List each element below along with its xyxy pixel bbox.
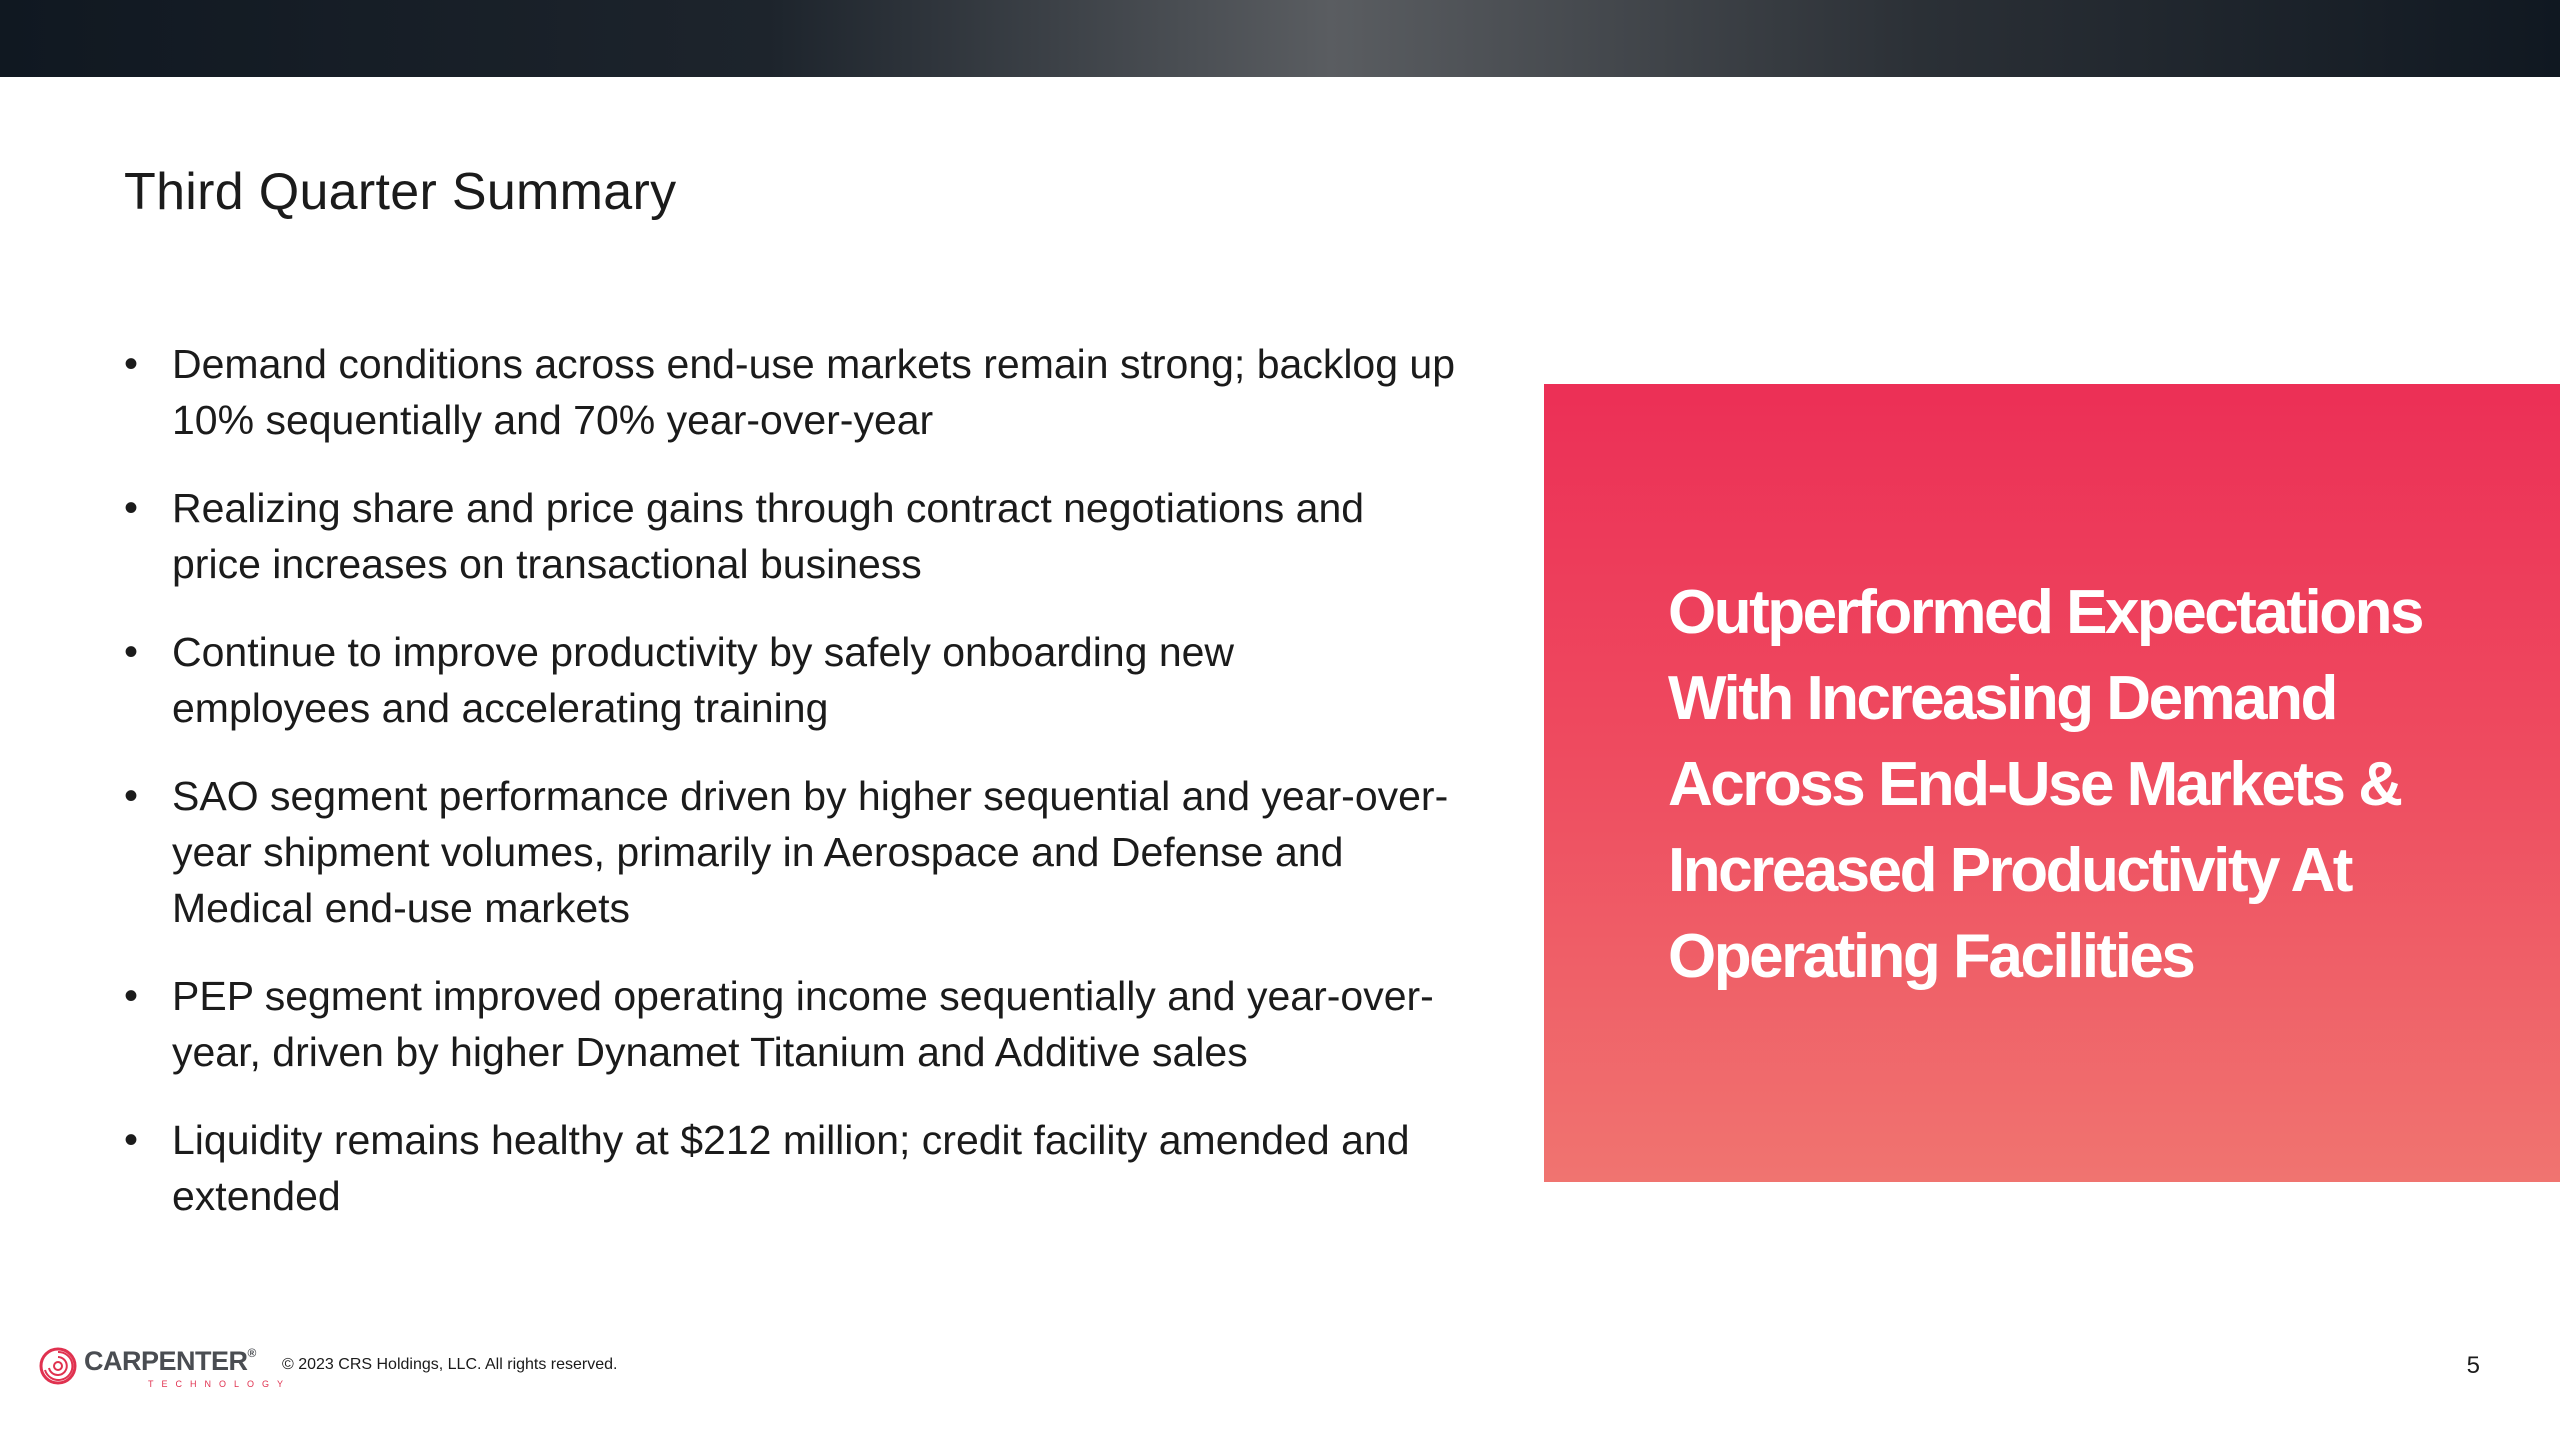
bullet-item (124, 1112, 1504, 1224)
bullet-line: Medical end-use markets (172, 885, 631, 931)
callout-line: Operating Facilities (1668, 922, 2194, 991)
bullet-item (124, 968, 1504, 1080)
logo-subtitle: TECHNOLOGY (148, 1379, 292, 1389)
copyright-notice: © 2023 CRS Holdings, LLC. All rights reserved. (282, 1356, 618, 1373)
bullet-line: Realizing share and price gains through contract negotiations and (172, 485, 1365, 531)
highlight-callout-box (1544, 384, 2560, 1182)
bullet-line: year shipment volumes, primarily in Aerospace and Defense and (172, 829, 1344, 875)
callout-headline (1668, 570, 2528, 1000)
bullet-item (124, 768, 1504, 936)
bullet-dot-icon: • (124, 342, 139, 386)
slide-title: Third Quarter Summary (124, 163, 677, 221)
company-logo (38, 1344, 292, 1390)
bullet-dot-icon: • (124, 774, 139, 818)
bullet-item (124, 624, 1504, 736)
bullet-item (124, 336, 1504, 448)
bullet-item (124, 480, 1504, 592)
callout-line: Across End-Use Markets & (1668, 750, 2401, 819)
callout-line: Outperformed Expectations (1668, 578, 2422, 647)
bullet-line: Continue to improve productivity by safely onboarding new (172, 629, 1235, 675)
bullet-line: extended (172, 1173, 341, 1219)
bullet-dot-icon: • (124, 1118, 139, 1162)
bullet-line: employees and accelerating training (172, 685, 829, 731)
bullet-line: PEP segment improved operating income sequentially and year-over- (172, 973, 1434, 1019)
callout-line: With Increasing Demand (1668, 664, 2336, 733)
bullet-line: 10% sequentially and 70% year-over-year (172, 397, 934, 443)
bullet-list (124, 336, 1504, 1256)
top-banner-bar (0, 0, 2560, 77)
bullet-dot-icon: • (124, 630, 139, 674)
bullet-line: SAO segment performance driven by higher sequential and year-over- (172, 773, 1449, 819)
bullet-line: price increases on transactional business (172, 541, 922, 587)
page-number: 5 (2466, 1352, 2480, 1379)
bullet-line: year, driven by higher Dynamet Titanium and Additive sales (172, 1029, 1248, 1075)
bullet-dot-icon: • (124, 486, 139, 530)
callout-line: Increased Productivity At (1668, 836, 2351, 905)
logo-wordmark: CARPENTER® (84, 1346, 256, 1376)
bullet-line: Demand conditions across end-use markets remain strong; backlog up (172, 341, 1456, 387)
carpenter-swirl-logo-icon (38, 1346, 78, 1386)
bullet-line: Liquidity remains healthy at $212 million; credit facility amended and (172, 1117, 1410, 1163)
bullet-dot-icon: • (124, 974, 139, 1018)
